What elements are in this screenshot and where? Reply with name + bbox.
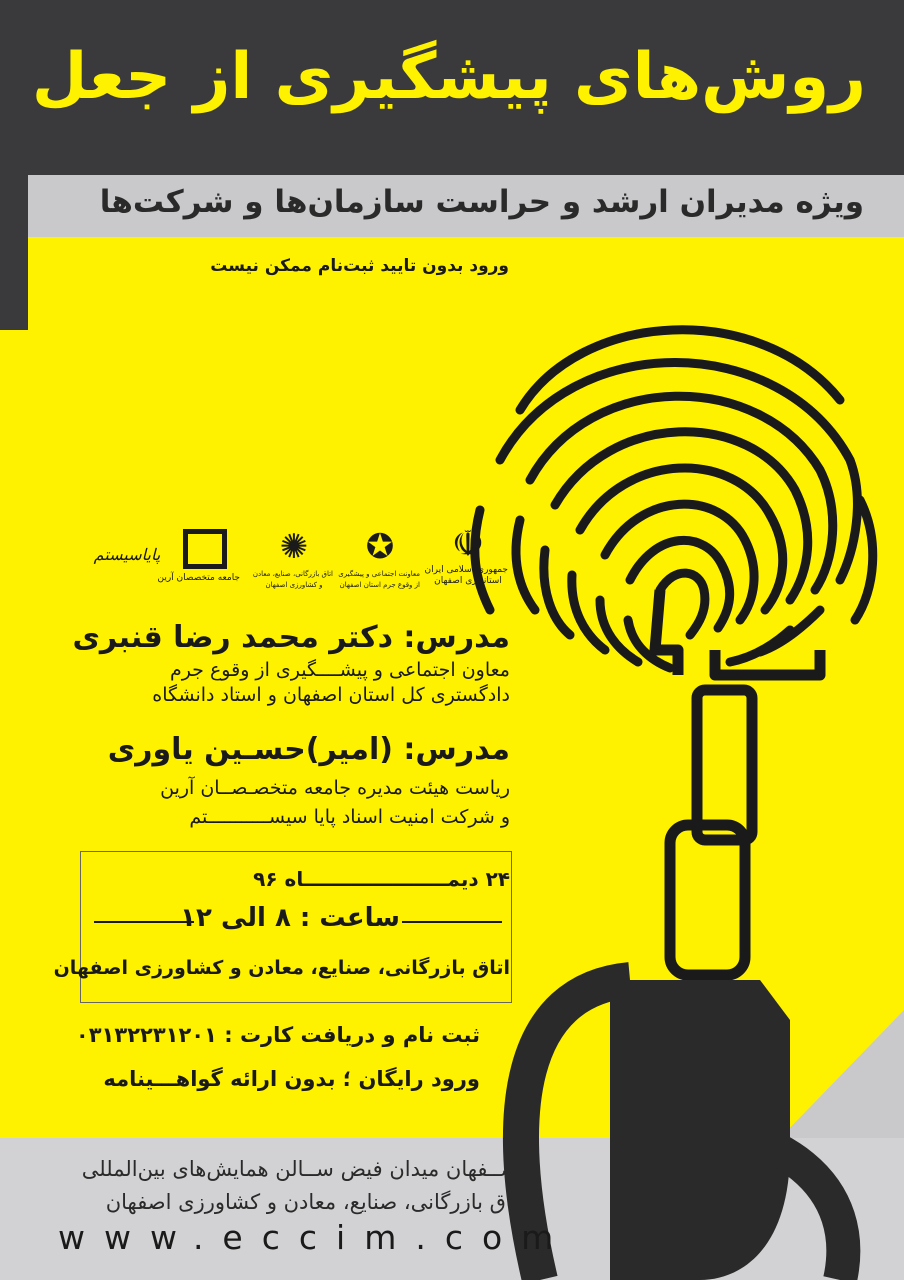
logo-caption-sub: استانداری اصفهان (434, 576, 502, 586)
free-entry-note: ورود رایگان ؛ بدون ارائه گواهـــینامه (103, 1067, 480, 1091)
instructor-1-bio-line-2: دادگستری کل استان اصفهان و استاد دانشگاه (152, 684, 510, 706)
arian-square-icon (183, 529, 227, 569)
footer-address-line-1: اصــفهان میدان فیض ســالن همایش‌های بین‌المللی (81, 1157, 524, 1181)
star-emblem-icon: ✪ (365, 527, 395, 567)
arian-logo (157, 525, 240, 615)
footer-address-line-2: اتاق بازرگانی، صنایع، معادن و کشاورزی اصفهان (105, 1190, 524, 1214)
logo-caption: اتاق بازرگانی، صنایع، معادن (252, 570, 333, 578)
poster-subtitle: ویژه مدیران ارشد و حراست سازمان‌ها و شرکت‌ها (99, 184, 864, 220)
poster-title: روش‌های پیشگیری از جعل (31, 40, 866, 114)
website-link[interactable]: www.eccim.com (58, 1218, 573, 1257)
logo-wordmark: پایاسیستم (93, 545, 161, 564)
instructor-2-heading: مدرس: (امیر)حسـین یاوری (107, 732, 510, 767)
instructor-2-bio-line-1: ریاست هیئت مدیره جامعه متخصـصــان آرین (160, 777, 510, 799)
fingerprint-handcuff-art (460, 290, 904, 1280)
payasystem-logo (92, 525, 162, 615)
logo-caption: معاونت اجتماعی و پیشگیری (338, 570, 420, 578)
gear-emblem-icon: ✺ (279, 527, 309, 567)
instructor-1-bio-line-1: معاون اجتماعی و پیشــــگیری از وقوع جرم (169, 659, 510, 681)
crime-prevention-logo (340, 525, 420, 615)
logo-caption-sub: و کشاورزی اصفهان (265, 581, 323, 589)
fingerprint-icon (475, 330, 873, 668)
event-time: ساعت : ۸ الی ۱۲ (180, 903, 400, 933)
chamber-commerce-logo (252, 525, 333, 615)
logo-caption: جمهوری اسلامی ایران (424, 565, 508, 575)
instructor-1-heading: مدرس: دکتر محمد رضا قنبری (72, 620, 510, 655)
chain-icon (655, 590, 820, 975)
divider (402, 921, 502, 923)
emblem-icon: ☫ (451, 524, 485, 565)
registration-phone: ثبت نام و دریافت کارت : ۰۳۱۳۲۲۳۱۲۰۱ (75, 1023, 480, 1047)
registration-notice: ورود بدون تایید ثبت‌نام ممکن نیست (210, 256, 509, 276)
ostandari-logo (424, 524, 508, 615)
instructor-2-bio-line-2: و شرکت امنیت اسناد پایا سیســـــــــــتم (189, 806, 510, 828)
logo-caption-sub: از وقوع جرم استان اصفهان (339, 581, 420, 589)
event-venue: اتاق بازرگانی، صنایع، معادن و کشاورزی اصفهان (53, 957, 510, 979)
event-date: ۲۴ دیمـــــــــــــــــــــاه ۹۶ (253, 867, 510, 891)
logo-caption: جامعه متخصصان آرین (157, 573, 240, 583)
divider (94, 921, 194, 923)
